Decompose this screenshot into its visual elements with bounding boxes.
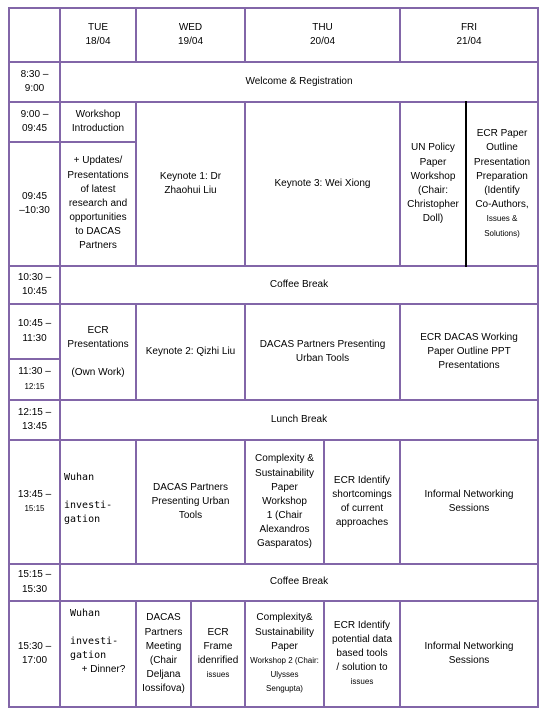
- time-slot: 8:30 – 9:00: [20, 68, 49, 94]
- day-name: THU: [312, 21, 333, 33]
- session-text-small: issues: [206, 670, 230, 680]
- time-slot: 15:15 – 15:30: [17, 569, 52, 595]
- session-text: Complexity& Sustainability Paper: [255, 612, 314, 652]
- day-name: FRI: [460, 21, 478, 33]
- day-header-wed: [137, 9, 244, 61]
- session-wuhan-investigation: Wuhan investi- gation: [70, 608, 119, 661]
- session-dinner: + Dinner?: [81, 663, 126, 675]
- day-header-tue: [61, 9, 135, 61]
- session-wuhan-investigation: Wuhan investi- gation: [64, 472, 113, 525]
- time-slot: [10, 360, 59, 399]
- session-dacas-urban-tools: DACAS Partners Presenting Urban Tools: [151, 481, 230, 522]
- session-coffee-break: Coffee Break: [269, 278, 329, 290]
- session-ecr-shortcomings: ECR Identify shortcomings of current approaches: [332, 474, 392, 529]
- session-keynote-2: Keynote 2: Qizhi Liu: [145, 345, 236, 357]
- session-text-small: Issues & Solutions): [484, 214, 520, 238]
- day-date: 21/04: [456, 36, 482, 47]
- session-informal-networking: Informal Networking Sessions: [424, 488, 514, 514]
- grid-line: [537, 7, 539, 708]
- day-name: WED: [178, 21, 203, 33]
- session-coffee-break: Coffee Break: [269, 576, 329, 588]
- session-un-policy-workshop: UN Policy Paper Workshop (Chair: Christopher Doll): [407, 142, 459, 225]
- session-ecr-frame-issues: [192, 602, 244, 706]
- day-name: TUE: [88, 21, 108, 33]
- session-text: ECR Identify potential data based tools / solution to: [331, 619, 393, 674]
- session-partner-updates: + Updates/ Presentations of latest research and opportunities to DACAS Partners: [67, 155, 129, 252]
- session-ecr-potential-tools: [325, 602, 399, 706]
- session-informal-networking: Informal Networking Sessions: [424, 640, 514, 666]
- time-slot: 10:30 – 10:45: [17, 271, 52, 297]
- time-slot: 9:00 – 09:45: [20, 108, 49, 134]
- session-complexity-workshop-2: [246, 602, 323, 706]
- session-welcome: Welcome & Registration: [245, 75, 353, 87]
- day-header-thu: [246, 9, 399, 61]
- session-dacas-partners-tools: DACAS Partners Presenting Urban Tools: [259, 338, 386, 364]
- session-lunch-break: Lunch Break: [270, 413, 328, 425]
- time-slot: [10, 441, 59, 563]
- time-slot: 15:30 – 17:00: [17, 640, 52, 666]
- time-start: 11:30 –: [18, 366, 51, 378]
- day-date: 18/04: [85, 36, 111, 47]
- day-header-fri: [401, 9, 537, 61]
- grid-line: [8, 706, 539, 708]
- time-end: 12:15: [24, 381, 45, 391]
- session-text-small: issues: [350, 677, 374, 687]
- time-slot: 12:15 – 13:45: [17, 406, 52, 432]
- time-end: 15:15: [24, 504, 45, 513]
- session-text-small: Workshop 2 (Chair: Ulysses Sengupta): [250, 656, 319, 694]
- session-ecr-ppt-presentations: ECR DACAS Working Paper Outline PPT Presentations: [420, 331, 518, 372]
- day-date: 20/04: [309, 36, 336, 47]
- session-ecr-presentations: ECR Presentations (Own Work): [67, 324, 129, 379]
- session-ecr-paper-outline: [467, 103, 537, 265]
- session-complexity-workshop-1: Complexity & Sustainability Paper Workshop 1 (Chair Alexandros Gasparatos): [255, 453, 314, 550]
- time-slot: 10:45 – 11:30: [17, 318, 52, 344]
- day-date: 19/04: [177, 36, 204, 47]
- session-keynote-3: Keynote 3: Wei Xiong: [274, 177, 371, 189]
- session-text: ECR Paper Outline Presentation Preparation (Identify Co-Authors,: [473, 128, 531, 211]
- session-keynote-1: Keynote 1: Dr Zhaohui Liu: [159, 170, 222, 196]
- session-text: ECR Frame idenrified: [197, 626, 239, 666]
- time-slot: 09:45 –10:30: [19, 190, 50, 216]
- time-start: 13:45 –: [17, 488, 52, 500]
- session-workshop-introduction: Workshop Introduction: [71, 108, 125, 134]
- session-dacas-partners-meeting: DACAS Partners Meeting (Chair Deljana Iossifova): [142, 612, 185, 695]
